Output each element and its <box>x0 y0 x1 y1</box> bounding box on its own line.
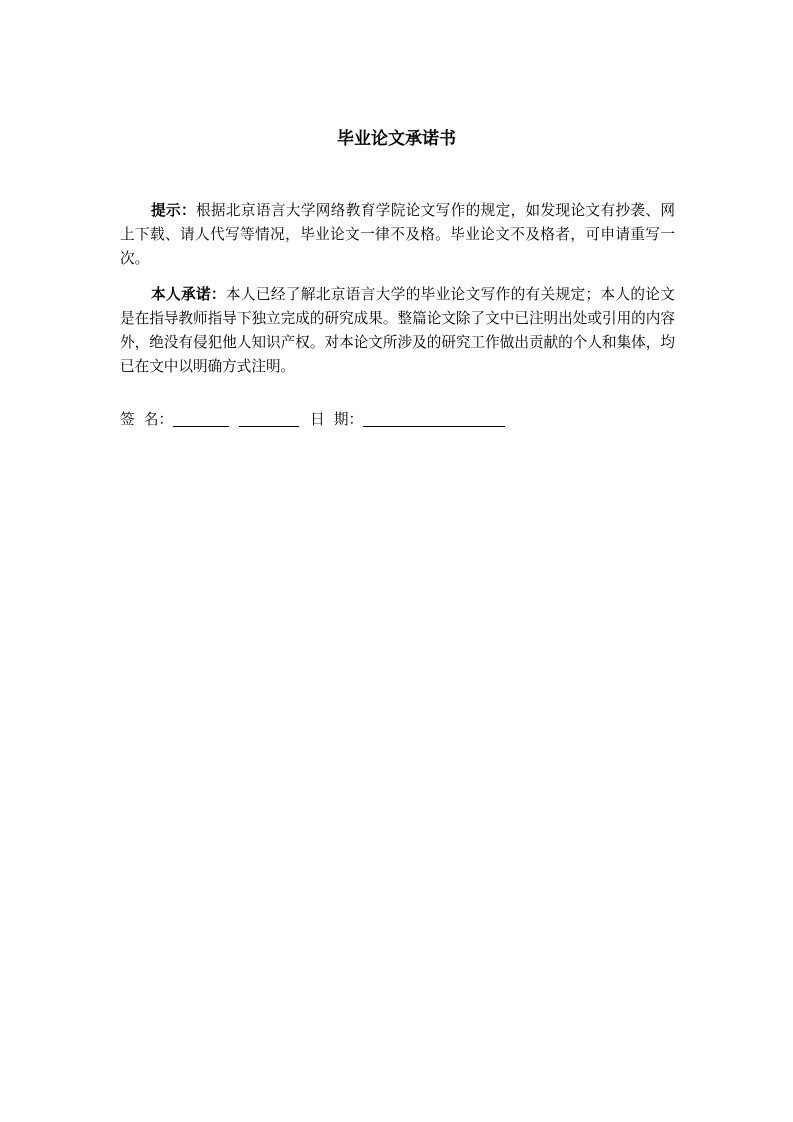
notice-paragraph <box>120 199 675 271</box>
signature-blank-part1[interactable] <box>173 409 229 427</box>
date-blank[interactable] <box>363 409 505 427</box>
sign-label: 签 名： <box>120 411 174 428</box>
signature-blank-part2[interactable] <box>239 409 299 427</box>
notice-label: 提示： <box>151 202 196 219</box>
date-label: 日 期： <box>310 411 364 428</box>
notice-text: 根据北京语言大学网络教育学院论文写作的规定，如发现论文有抄袭、网上下载、请人代写等情况，毕业论文一律不及格。毕业论文不及格者，可申请重写一次。 <box>120 202 675 267</box>
pledge-paragraph <box>120 283 675 379</box>
document-title: 毕业论文承诺书 <box>337 129 456 149</box>
signature-line <box>120 408 505 432</box>
pledge-text: 本人已经了解北京语言大学的毕业论文写作的有关规定；本人的论文是在指导教师指导下独立完成的研究成果。整篇论文除了文中已注明出处或引用的内容外，绝没有侵犯他人知识产权。对本论文所涉及的研究工作做出贡献的个人和集体，均已在文中以明确方式注明。 <box>120 286 675 375</box>
pledge-label: 本人承诺： <box>151 286 226 303</box>
